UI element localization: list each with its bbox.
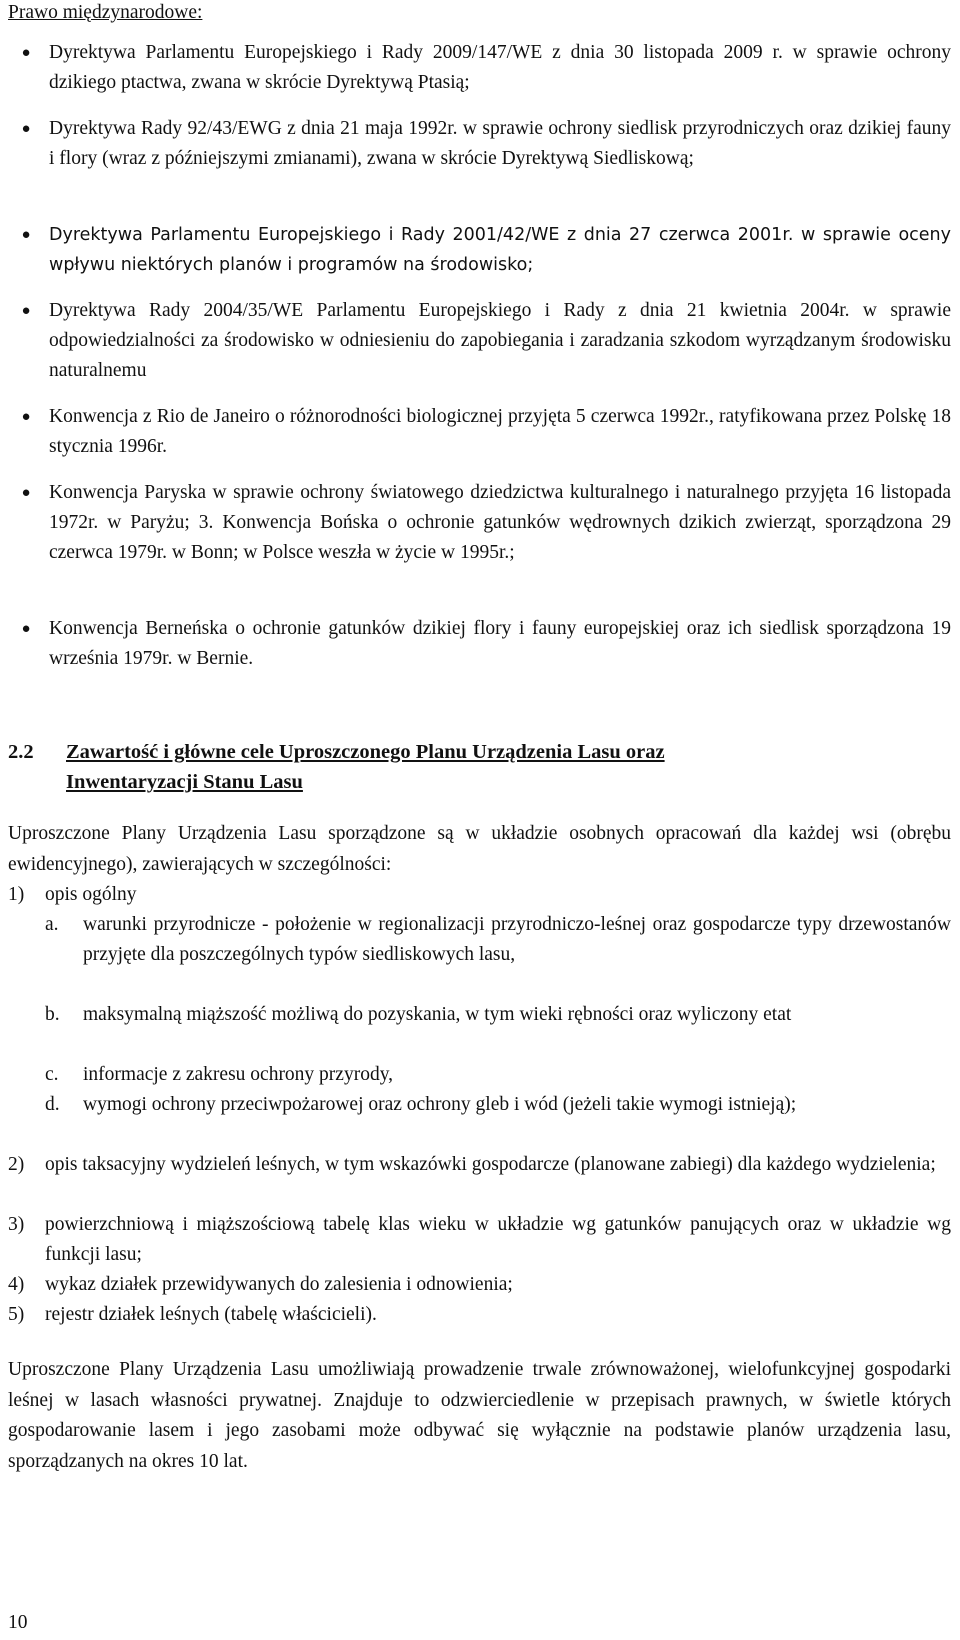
closing-paragraph: Uproszczone Plany Urządzenia Lasu umożliwiają prowadzenie trwale zrównoważonej, wielofunkcyjnej gospodarki leśnej w lasach własności prywatnej. Znajduje to odzwierciedlenie w przepisach prawnych, w świetle których gospodarowanie lasem i jego zasobami może odbywać się wyłącznie na podstawie planów urządzenia lasu, sporządzanych na okres 10 lat. bbox=[8, 1359, 951, 1472]
sub-item-marker: a. bbox=[45, 914, 59, 935]
numbered-item-text: wykaz działek przewidywanych do zalesienia i odnowienia; bbox=[45, 1274, 513, 1295]
list-item-text: Konwencja Paryska w sprawie ochrony światowego dziedzictwa kulturalnego i naturalnego przyjęta 16 listopada 1972r. w Paryżu; 3. Konwencja Bońska o ochronie gatunków wędrownych dzikich zwierząt, sporządzona 29 czerwca 1979r. w Bonn; w Polsce weszła w życie w 1995r.; bbox=[49, 482, 951, 563]
numbered-item-marker: 1) bbox=[8, 884, 25, 905]
numbered-item-text: opis ogólny bbox=[45, 884, 137, 905]
sub-item-text: warunki przyrodnicze - położenie w regionalizacji przyrodniczo-leśnej oraz gospodarcze typy drzewostanów przyjęte dla poszczególnych typów siedliskowych lasu, bbox=[83, 914, 951, 965]
numbered-item-marker: 2) bbox=[8, 1154, 25, 1175]
bullet-dot-icon: ● bbox=[21, 409, 31, 425]
bullet-dot-icon: ● bbox=[21, 121, 31, 137]
numbered-item-marker: 5) bbox=[8, 1304, 25, 1325]
numbered-item-text: opis taksacyjny wydzieleń leśnych, w tym wskazówki gospodarcze (planowane zabiegi) dla każdego wydzielenia; bbox=[45, 1154, 936, 1175]
section-title-line: Inwentaryzacji Stanu Lasu bbox=[66, 771, 303, 793]
list-item-text: Konwencja Berneńska o ochronie gatunków dzikiej flory i fauny europejskiej oraz ich siedlisk sporządzona 19 września 1979r. w Bernie. bbox=[49, 618, 951, 669]
list-item-text: Konwencja z Rio de Janeiro o różnorodności biologicznej przyjęta 5 czerwca 1992r., ratyfikowana przez Polskę 18 stycznia 1996r. bbox=[49, 406, 951, 457]
bullet-dot-icon: ● bbox=[21, 485, 31, 501]
section-title bbox=[66, 737, 906, 797]
sub-item-marker: d. bbox=[45, 1094, 60, 1115]
sub-item-text: informacje z zakresu ochrony przyrody, bbox=[83, 1064, 394, 1085]
numbered-item-marker: 3) bbox=[8, 1214, 25, 1235]
numbered-item-text: powierzchniową i miąższościową tabelę klas wieku w układzie wg gatunków panujących oraz w układzie wg funkcji lasu; bbox=[45, 1214, 951, 1265]
bullet-dot-icon: ● bbox=[21, 303, 31, 319]
intro-paragraph: Uproszczone Plany Urządzenia Lasu sporządzone są w układzie osobnych opracowań dla każdej wsi (obrębu ewidencyjnego), zawierających w szczególności: bbox=[8, 823, 951, 875]
list-item-text: Dyrektywa Parlamentu Europejskiego i Rady 2009/147/WE z dnia 30 listopada 2009 r. w sprawie ochrony dzikiego ptactwa, zwana w skrócie Dyrektywą Ptasią; bbox=[49, 42, 951, 93]
bullet-dot-icon: ● bbox=[21, 227, 31, 243]
sub-item-marker: b. bbox=[45, 1004, 60, 1025]
section-number: 2.2 bbox=[8, 741, 34, 763]
sub-item-text: wymogi ochrony przeciwpożarowej oraz ochrony gleb i wód (jeżeli takie wymogi istnieją); bbox=[83, 1094, 797, 1115]
list-item-text: Dyrektywa Parlamentu Europejskiego i Rady 2001/42/WE z dnia 27 czerwca 2001r. w sprawie oceny wpływu niektórych planów i programów na środowisko; bbox=[49, 225, 951, 275]
bullet-dot-icon: ● bbox=[21, 621, 31, 637]
bullet-dot-icon: ● bbox=[21, 45, 31, 61]
sub-item-text: maksymalną miąższość możliwą do pozyskania, w tym wieki rębności oraz wyliczony etat bbox=[83, 1004, 792, 1025]
sub-item-marker: c. bbox=[45, 1064, 59, 1085]
page-number: 10 bbox=[8, 1612, 28, 1633]
numbered-item-text: rejestr działek leśnych (tabelę właścicieli). bbox=[45, 1304, 377, 1325]
list-item-text: Dyrektywa Rady 2004/35/WE Parlamentu Europejskiego i Rady z dnia 21 kwietnia 2004r. w sprawie odpowiedzialności za środowisko w odniesieniu do zapobiegania i zaradzania szkodom wyrządzanym środowisku naturalnemu bbox=[49, 300, 951, 381]
section-title-line: Zawartość i główne cele Uproszczonego Planu Urządzenia Lasu oraz bbox=[66, 741, 665, 763]
law-heading: Prawo międzynarodowe: bbox=[8, 2, 203, 23]
list-item-text: Dyrektywa Rady 92/43/EWG z dnia 21 maja 1992r. w sprawie ochrony siedlisk przyrodniczych oraz dzikiej fauny i flory (wraz z późniejszymi zmianami), zwana w skrócie Dyrektywą Siedliskową; bbox=[49, 118, 951, 169]
numbered-item-marker: 4) bbox=[8, 1274, 25, 1295]
